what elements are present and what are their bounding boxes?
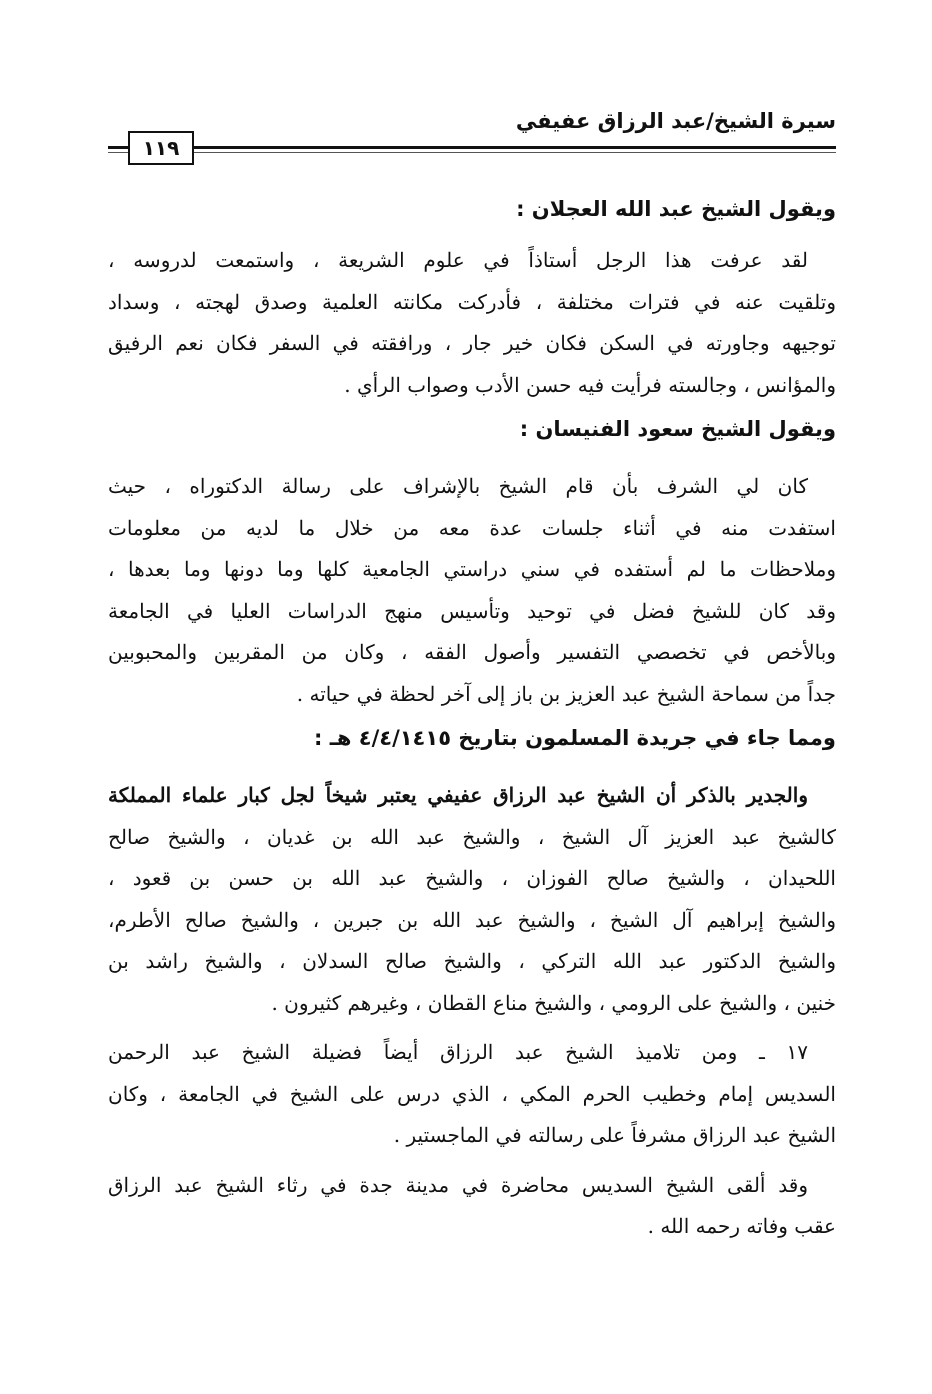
text-line: والشيخ الدكتور عبد الله التركي ، والشيخ صالح السدلان ، والشيخ راشد بن xyxy=(108,949,836,973)
section-heading-funaisan: ويقول الشيخ سعود الفنيسان : xyxy=(519,417,836,441)
paragraph-funaisan xyxy=(108,466,836,715)
text-line: خنين ، والشيخ على الرومي ، والشيخ مناع القطان ، وغيرهم كثيرون . xyxy=(271,990,836,1015)
running-title: سيرة الشيخ/عبد الرزاق عفيفي xyxy=(515,109,836,133)
text-line: والشيخ إبراهيم آل الشيخ ، والشيخ عبد الله بن جبرين ، والشيخ صالح الأطرم، xyxy=(108,907,836,932)
text-line: كان لي الشرف بأن قام الشيخ بالإشراف على رسالة الدكتوراه ، حيث xyxy=(108,474,808,498)
text-line: وقد ألقى الشيخ السديس محاضرة في مدينة جدة في رثاء الشيخ عبد الرزاق xyxy=(108,1172,808,1197)
text-line: جداً من سماحة الشيخ عبد العزيز بن باز إلى آخر لحظة في حياته . xyxy=(296,681,836,706)
header-rule xyxy=(108,146,836,149)
paragraph-sudais xyxy=(108,1032,836,1157)
text-line: توجيهه وجاورته في السكن فكان خير جار ، ورافقته في السفر فكان نعم الرفيق xyxy=(108,331,836,355)
text-line: والمؤانس ، وجالسته فرأيت فيه حسن الأدب وصواب الرأي . xyxy=(344,372,836,397)
section-heading-newspaper: ومما جاء في جريدة المسلمون بتاريخ ٤/٤/١٤١٥ هـ : xyxy=(314,726,836,750)
paragraph-ajlan xyxy=(108,240,836,406)
text-line: وقد كان للشيخ فضل في توحيد وتأسيس منهج الدراسات العليا في الجامعة xyxy=(108,598,836,623)
text-line: الشيخ عبد الرزاق مشرفاً على رسالته في الماجستير . xyxy=(393,1123,836,1147)
text-line: عقب وفاته رحمه الله . xyxy=(647,1214,836,1238)
text-line: وبالأخص في تخصصي التفسير وأصول الفقه ، وكان من المقربين والمحبوبين xyxy=(108,640,836,664)
paragraph-lecture xyxy=(108,1165,836,1248)
text-line: وتلقيت عنه في فترات مختلفة ، فأدركت مكانته العلمية وصدق لهجته ، وسداد xyxy=(108,289,836,314)
text-line: لقد عرفت هذا الرجل أستاذاً في علوم الشريعة ، واستمعت لدروسه ، xyxy=(108,248,808,272)
paragraph-newspaper xyxy=(108,775,836,1024)
text-line: السديس إمام وخطيب الحرم المكي ، الذي درس على الشيخ في الجامعة ، وكان xyxy=(108,1081,836,1106)
text-line: اللحيدان ، والشيخ صالح الفوزان ، والشيخ عبد الله بن حسن بن قعود ، xyxy=(108,866,836,890)
page-body xyxy=(108,186,836,1248)
section-heading-ajlan: ويقول الشيخ عبد الله العجلان : xyxy=(516,197,836,221)
text-line: ١٧ ـ ومن تلاميذ الشيخ عبد الرزاق أيضاً فضيلة الشيخ عبد الرحمن xyxy=(108,1040,808,1064)
text-line: كالشيخ عبد العزيز آل الشيخ ، والشيخ عبد الله بن غديان ، والشيخ صالح xyxy=(108,824,836,849)
text-line-bold: والجدير بالذكر أن الشيخ عبد الرزاق عفيفي يعتبر شيخاً لجل كبار علماء المملكة xyxy=(108,783,808,807)
text-line: استفدت منه في أثناء جلسات عدة معه من خلال ما لديه من معلومات xyxy=(108,515,836,540)
page-number: ١١٩ xyxy=(128,131,194,165)
header-rule-thin xyxy=(108,152,836,153)
text-line: وملاحظات ما لم أستفده في سني دراستي الجامعية كلها وما دونها وما بعدها ، xyxy=(108,557,836,581)
